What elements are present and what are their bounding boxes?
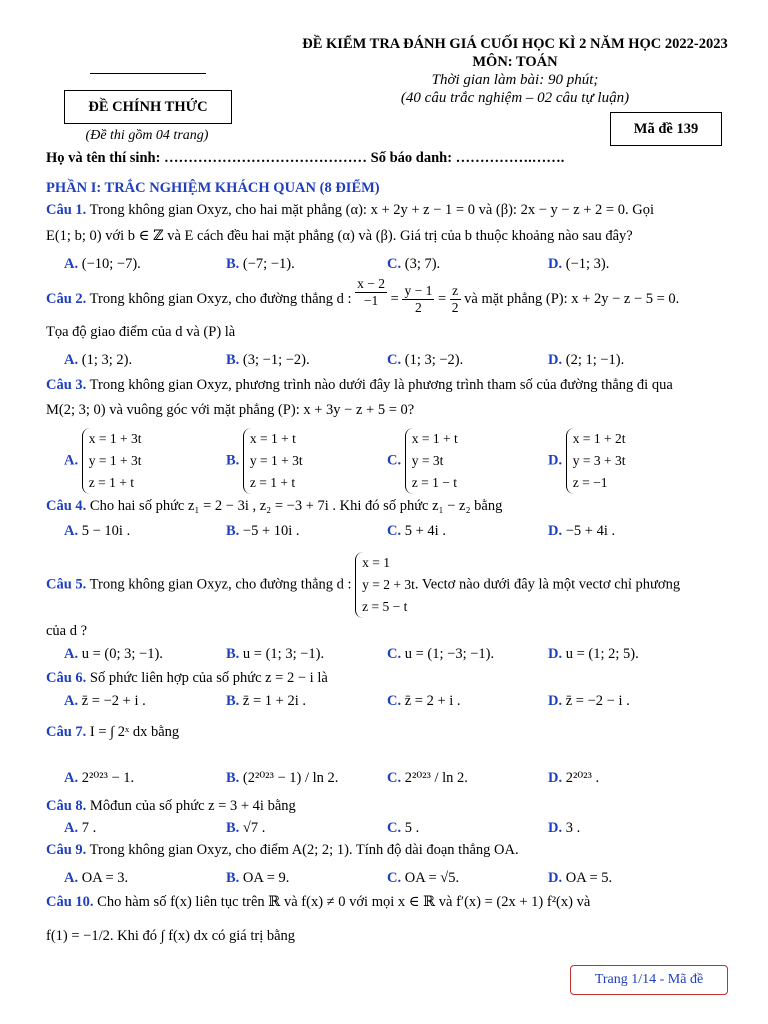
page-footer: Trang 1/14 - Mã đề — [570, 965, 728, 995]
q3-a-system: x = 1 + 3t y = 1 + 3t z = 1 + t — [82, 428, 142, 494]
question-4: Câu 4. Cho hai số phức z₁ = 2 − 3i , z₂ = −3 + 7i . Khi đó số phức z₁ − z₂ bằng — [46, 498, 503, 514]
question-3: Câu 3. Trong không gian Oxyz, phương trình nào dưới đây là phương trình tham số của đường thẳng đi qua — [46, 377, 673, 393]
question-5: Câu 5. Trong không gian Oxyz, cho đường thẳng d : x = 1 y = 2 + 3t z = 5 − t . Vectơ nào dưới đây là một vectơ chỉ phương — [46, 552, 680, 618]
q3-option-c[interactable]: C. x = 1 + t y = 3t z = 1 − t — [387, 428, 458, 494]
q3-c-system: x = 1 + t y = 3t z = 1 − t — [405, 428, 458, 494]
student-info-line: Họ và tên thí sinh: …………………………………… Số báo danh: …………….……. — [46, 150, 565, 166]
question-2-cont: Tọa độ giao điểm của d và (P) là — [46, 324, 236, 340]
question-2: Câu 2. Trong không gian Oxyz, cho đường thẳng d : $\frac{x - 2}{-1}$ = $\frac{y - 1}{2}$ = $\frac{z}{2}$ và mặt phẳng (P): x + 2y − z − 5 = 0. — [46, 276, 680, 315]
q9-option-a[interactable]: A. OA = 3. — [64, 870, 129, 886]
q4-option-c[interactable]: C. 5 + 4i . — [387, 523, 446, 539]
question-5-cont: của d ? — [46, 623, 88, 639]
pages-note: (Đề thi gồm 04 trang) — [85, 128, 209, 143]
question-10-cont: f(1) = −1/2. Khi đó ∫ f(x) dx có giá trị bằng — [46, 928, 296, 944]
fraction-y: $\frac{y - 1}{2}$ — [404, 283, 433, 315]
subject: MÔN: TOÁN — [472, 54, 558, 70]
q2-option-c[interactable]: C. (1; 3; −2). — [387, 352, 464, 368]
header-underline-left — [90, 73, 206, 74]
q9-option-c[interactable]: C. OA = √5. — [387, 870, 460, 886]
fraction-x: $\frac{x - 2}{-1}$ — [357, 276, 386, 308]
q2-option-b[interactable]: B. (3; −1; −2). — [226, 352, 310, 368]
exam-code-badge: Mã đề 139 — [610, 112, 722, 146]
q9-option-d[interactable]: D. OA = 5. — [548, 870, 613, 886]
q6-option-d[interactable]: D. z̄ = −2 − i . — [548, 693, 630, 709]
question-8: Câu 8. Môđun của số phức z = 3 + 4i bằng — [46, 798, 296, 814]
question-1-cont: E(1; b; 0) với b ∈ ℤ và E cách đều hai mặt phẳng (α) và (β). Giá trị của b thuộc khoảng nào sau đây? — [46, 228, 633, 244]
q8-option-b[interactable]: B. √7 . — [226, 820, 266, 836]
q3-option-b[interactable]: B. x = 1 + t y = 1 + 3t z = 1 + t — [226, 428, 303, 494]
q1-option-a[interactable]: A. (−10; −7). — [64, 256, 141, 272]
fraction-z: $\frac{z}{2}$ — [451, 283, 459, 315]
q6-option-b[interactable]: B. z̄ = 1 + 2i . — [226, 693, 306, 709]
q7-option-c[interactable]: C. 2²⁰²³ / ln 2. — [387, 770, 468, 786]
q3-option-a[interactable]: A. x = 1 + 3t y = 1 + 3t z = 1 + t — [64, 428, 141, 494]
q5-line-system: x = 1 y = 2 + 3t z = 5 − t — [355, 552, 415, 618]
q3-option-d[interactable]: D. x = 1 + 2t y = 3 + 3t z = −1 — [548, 428, 625, 494]
q8-option-c[interactable]: C. 5 . — [387, 820, 420, 836]
q1-option-b[interactable]: B. (−7; −1). — [226, 256, 295, 272]
q3-b-system: x = 1 + t y = 1 + 3t z = 1 + t — [243, 428, 303, 494]
question-10: Câu 10. Cho hàm số f(x) liên tục trên ℝ và f(x) ≠ 0 với mọi x ∈ ℝ và f′(x) = (2x + 1) f²(x) và — [46, 894, 591, 910]
q8-option-a[interactable]: A. 7 . — [64, 820, 97, 836]
q5-option-a[interactable]: A. u = (0; 3; −1). — [64, 646, 163, 662]
q4-option-b[interactable]: B. −5 + 10i . — [226, 523, 300, 539]
q5-option-c[interactable]: C. u = (1; −3; −1). — [387, 646, 495, 662]
q7-option-b[interactable]: B. (2²⁰²³ − 1) / ln 2. — [226, 770, 339, 786]
exam-title: ĐỀ KIỂM TRA ĐÁNH GIÁ CUỐI HỌC KÌ 2 NĂM HỌC 2022-2023 — [302, 36, 728, 52]
question-9: Câu 9. Trong không gian Oxyz, cho điểm A(2; 2; 1). Tính độ dài đoạn thẳng OA. — [46, 842, 519, 858]
section-title: PHẦN I: TRẮC NGHIỆM KHÁCH QUAN (8 ĐIỂM) — [46, 180, 380, 196]
question-1: Câu 1. Trong không gian Oxyz, cho hai mặt phẳng (α): x + 2y + z − 1 = 0 và (β): 2x − y − z + 2 = 0. Gọi — [46, 202, 654, 218]
q8-option-d[interactable]: D. 3 . — [548, 820, 581, 836]
q1-option-c[interactable]: C. (3; 7). — [387, 256, 441, 272]
official-badge: ĐỀ CHÍNH THỨC — [64, 90, 232, 124]
time-limit: Thời gian làm bài: 90 phút; — [431, 72, 599, 88]
q6-option-c[interactable]: C. z̄ = 2 + i . — [387, 693, 461, 709]
q2-option-d[interactable]: D. (2; 1; −1). — [548, 352, 625, 368]
q7-option-a[interactable]: A. 2²⁰²³ − 1. — [64, 770, 135, 786]
q2-option-a[interactable]: A. (1; 3; 2). — [64, 352, 133, 368]
q5-option-b[interactable]: B. u = (1; 3; −1). — [226, 646, 325, 662]
q6-option-a[interactable]: A. z̄ = −2 + i . — [64, 693, 146, 709]
q9-option-b[interactable]: B. OA = 9. — [226, 870, 290, 886]
question-3-cont: M(2; 3; 0) và vuông góc với mặt phẳng (P): x + 3y − z + 5 = 0? — [46, 402, 415, 418]
q4-option-a[interactable]: A. 5 − 10i . — [64, 523, 131, 539]
q1-option-d[interactable]: D. (−1; 3). — [548, 256, 610, 272]
exam-structure: (40 câu trắc nghiệm – 02 câu tự luận) — [400, 90, 630, 106]
q3-d-system: x = 1 + 2t y = 3 + 3t z = −1 — [566, 428, 626, 494]
question-6: Câu 6. Số phức liên hợp của số phức z = 2 − i là — [46, 670, 328, 686]
q5-option-d[interactable]: D. u = (1; 2; 5). — [548, 646, 639, 662]
question-7: Câu 7. I = ∫ 2ˣ dx bằng — [46, 724, 180, 740]
q7-option-d[interactable]: D. 2²⁰²³ . — [548, 770, 600, 786]
q4-option-d[interactable]: D. −5 + 4i . — [548, 523, 616, 539]
